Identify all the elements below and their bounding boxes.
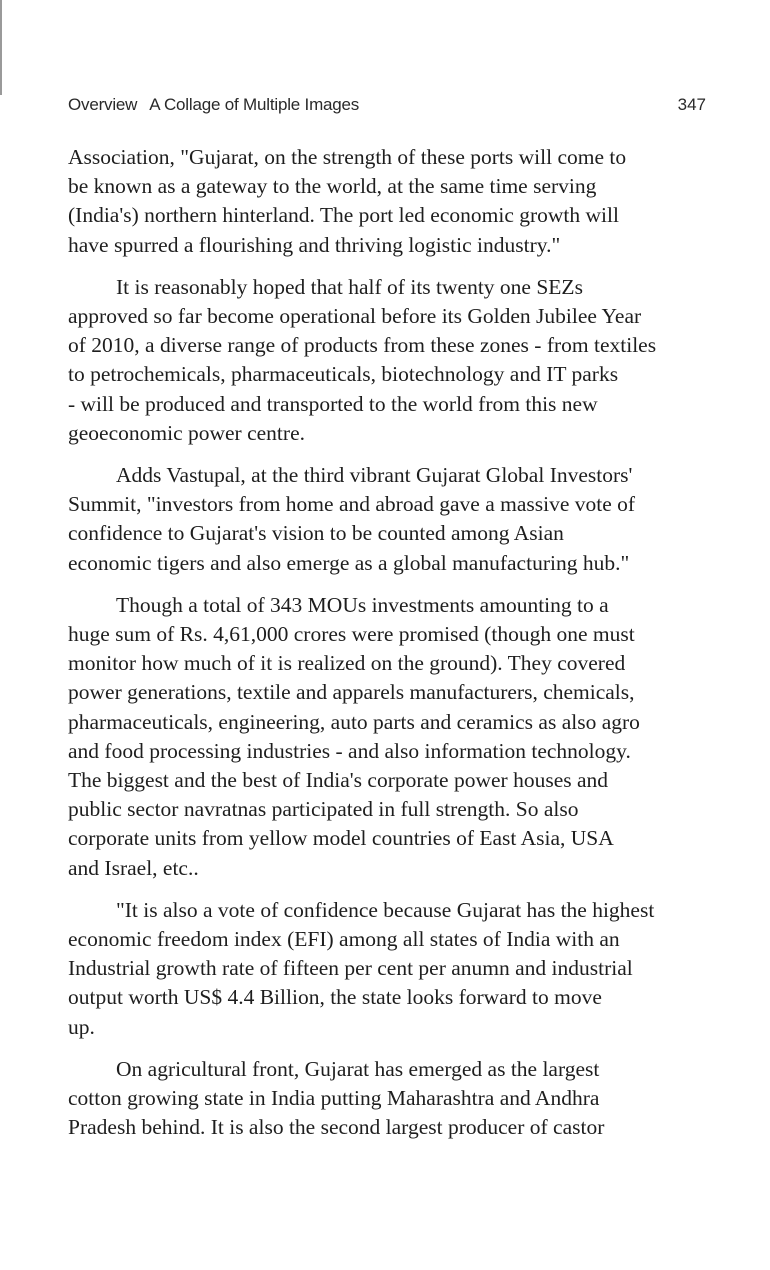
text-line: It is reasonably hoped that half of its twenty one SEZs xyxy=(116,274,583,299)
paragraph xyxy=(68,143,706,260)
text-line: Association, "Gujarat, on the strength of these ports will come to xyxy=(68,145,627,169)
page-number: 347 xyxy=(677,95,706,114)
text-line: have spurred a flourishing and thriving logistic industry." xyxy=(68,232,561,257)
text-line: Industrial growth rate of fifteen per cent per anumn and industrial xyxy=(68,956,633,981)
text-line: The biggest and the best of India's corporate power houses and xyxy=(68,768,609,793)
text-line: "It is also a vote of confidence because Gujarat has the highest xyxy=(116,897,655,922)
text-line: confidence to Gujarat's vision to be counted among Asian xyxy=(68,521,564,546)
text-line: - will be produced and transported to the world from this new xyxy=(68,391,598,416)
text-line: of 2010, a diverse range of products from these zones - from textiles xyxy=(68,333,657,358)
text-line: up. xyxy=(68,1014,95,1039)
text-line: public sector navratnas participated in full strength. So also xyxy=(68,797,579,822)
text-line: Summit, "investors from home and abroad gave a massive vote of xyxy=(68,492,636,517)
text-line: huge sum of Rs. 4,61,000 crores were promised (though one must xyxy=(68,622,635,647)
text-line: economic freedom index (EFI) among all states of India with an xyxy=(68,927,620,952)
text-line: geoeconomic power centre. xyxy=(68,420,305,445)
text-line: Though a total of 343 MOUs investments amounting to a xyxy=(116,592,609,617)
text-line: to petrochemicals, pharmaceuticals, biotechnology and IT parks xyxy=(68,362,619,387)
text-line: corporate units from yellow model countries of East Asia, USA xyxy=(68,826,614,851)
text-line: be known as a gateway to the world, at the same time serving xyxy=(68,174,597,199)
text-line: Pradesh behind. It is also the second largest producer of castor xyxy=(68,1115,605,1140)
text-line: power generations, textile and apparels manufacturers, chemicals, xyxy=(68,680,635,705)
running-header xyxy=(68,92,706,118)
text-line: output worth US$ 4.4 Billion, the state looks forward to move xyxy=(68,985,602,1010)
running-title-group xyxy=(68,95,359,115)
text-line: economic tigers and also emerge as a global manufacturing hub." xyxy=(68,550,630,575)
paragraph xyxy=(68,273,706,448)
paragraph xyxy=(68,591,706,883)
running-title: Overview xyxy=(68,95,138,114)
text-line: and Israel, etc.. xyxy=(68,855,199,880)
text-line: approved so far become operational before its Golden Jubilee Year xyxy=(68,304,642,329)
text-line: (India's) northern hinterland. The port led economic growth will xyxy=(68,203,619,228)
text-line: On agricultural front, Gujarat has emerged as the largest xyxy=(116,1056,600,1081)
page-gutter-edge xyxy=(0,0,2,95)
text-line: monitor how much of it is realized on the ground). They covered xyxy=(68,651,626,676)
paragraph xyxy=(68,1055,706,1143)
paragraph xyxy=(68,461,706,578)
text-line: Adds Vastupal, at the third vibrant Gujarat Global Investors' xyxy=(116,463,633,488)
paragraph xyxy=(68,896,706,1042)
text-line: cotton growing state in India putting Maharashtra and Andhra xyxy=(68,1086,600,1111)
text-line: pharmaceuticals, engineering, auto parts and ceramics as also agro xyxy=(68,709,640,734)
text-line: and food processing industries - and also information technology. xyxy=(68,738,631,763)
body-text xyxy=(68,143,706,1156)
section-title: A Collage of Multiple Images xyxy=(149,95,360,114)
